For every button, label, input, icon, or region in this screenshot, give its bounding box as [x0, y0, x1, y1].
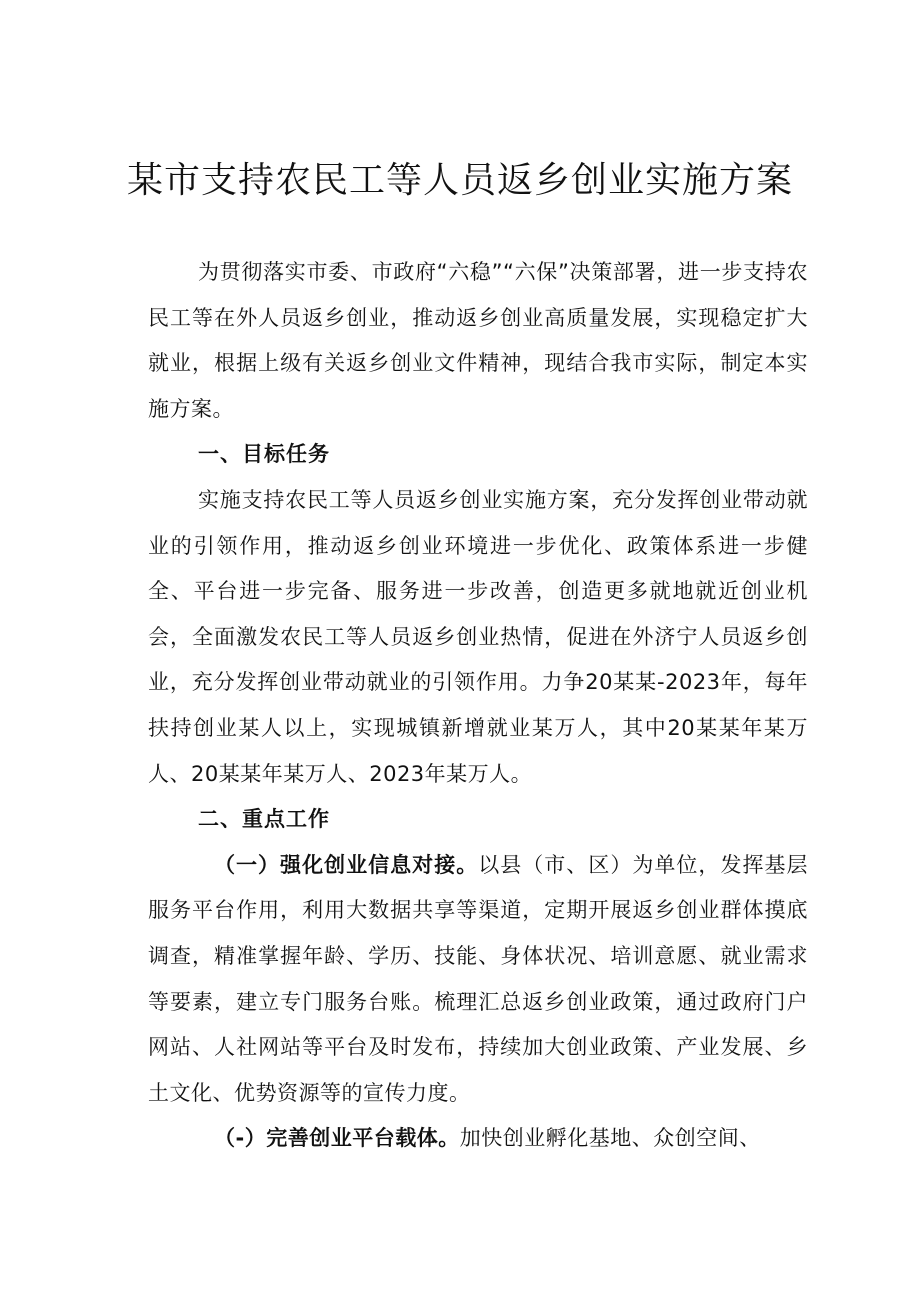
section-heading-key-work: 二、重点工作	[198, 807, 330, 832]
intro-paragraph: 为贯彻落实市委、市政府“六稳”“六保”决策部署，进一步支持农民工等在外人员返乡创业，推动返乡创业高质量发展，实现稳定扩大就业，根据上级有关返乡创业文件精神，现结合我市实际，制定本实施方案。	[148, 260, 808, 421]
goals-paragraph: 实施支持农民工等人员返乡创业实施方案，充分发挥创业带动就业的引领作用，推动返乡创业环境进一步优化、政策体系进一步健全、平台进一步完备、服务进一步改善，创造更多就地就近创业机会，全面激发农民工等人员返乡创业热情，促进在外济宁人员返乡创业，充分发挥创业带动就业的引领作用。力争20某某-2023年，每年扶持创业某人以上，实现城镇新增就业某万人，其中20某某年某万人、20某某年某万人、2023年某万人。	[148, 487, 808, 786]
document-body	[148, 250, 808, 1162]
document-title: 某市支持农民工等人员返乡创业实施方案	[126, 160, 793, 201]
section-heading-goals: 一、目标任务	[198, 442, 330, 467]
key-work-item-2-lead: （-）完善创业平台载体。	[214, 1126, 460, 1151]
key-work-item-2	[148, 1116, 808, 1162]
key-work-item-1	[148, 843, 808, 1117]
key-work-item-2-text: 加快创业孵化基地、众创空间、	[459, 1126, 761, 1151]
key-work-item-1-text: 以县（市、区）为单位，发挥基层服务平台作用，利用大数据共享等渠道，定期开展返乡创业群体摸底调查，精准掌握年龄、学历、技能、身体状况、培训意愿、就业需求等要素，建立专门服务台账。梳理汇总返乡创业政策，通过政府门户网站、人社网站等平台及时发布，持续加大创业政策、产业发展、乡土文化、优势资源等的宣传力度。	[148, 852, 809, 1105]
key-work-item-1-lead: （一）强化创业信息对接。	[214, 852, 479, 877]
